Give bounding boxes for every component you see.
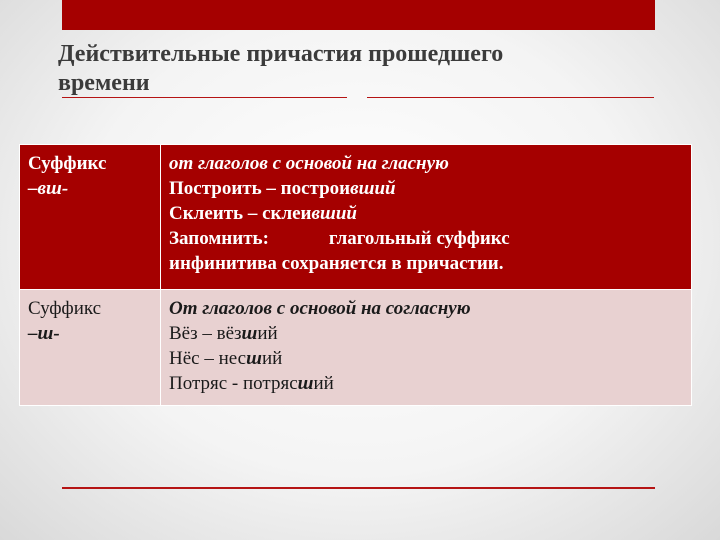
example-ending: ий [257, 323, 278, 344]
example-stem: Склеить – склеи [169, 203, 312, 224]
slide-title [58, 40, 658, 98]
note-label: Запомнить: [169, 228, 269, 249]
example-line [169, 346, 683, 371]
example-line [169, 321, 683, 346]
top-accent-bar [62, 0, 655, 30]
rule-heading: От глаголов с основой на согласную [169, 298, 471, 319]
suffix-cell [20, 145, 161, 290]
rule-cell [161, 145, 692, 290]
example-line [169, 371, 683, 396]
suffix-value: –вш- [28, 178, 69, 199]
rule-heading: от глаголов с основой на гласную [169, 153, 449, 174]
rule-cell [161, 290, 692, 406]
suffix-label: Суффикс [28, 298, 102, 319]
example-stem: Построить – построи [169, 178, 351, 199]
suffix-cell [20, 290, 161, 406]
example-ending: ий [261, 348, 283, 369]
example-line [169, 201, 683, 226]
example-suffix: ш [241, 323, 258, 344]
example-suffix: ш [297, 373, 314, 394]
note-line [169, 226, 683, 251]
bottom-rule [62, 487, 655, 489]
example-stem: Потряс - потряс [169, 373, 298, 394]
example-suffix: вший [311, 203, 357, 224]
participle-table [19, 144, 692, 406]
suffix-label: Суффикс [28, 153, 107, 174]
title-line-1: Действительные причастия прошедшего [58, 41, 504, 67]
title-underline-right [367, 97, 654, 98]
note-line-2: инфинитива сохраняется в причастии. [169, 253, 504, 274]
example-stem: Вёз – вёз [169, 323, 242, 344]
title-underline-left [62, 97, 347, 98]
table-row [20, 290, 692, 406]
example-suffix: вший [350, 178, 396, 199]
example-suffix: ш [246, 348, 262, 369]
example-line [169, 176, 683, 201]
table-row [20, 145, 692, 290]
suffix-value: –ш- [28, 323, 60, 344]
note-text: глагольный суффикс [328, 228, 510, 249]
title-line-2: времени [58, 70, 150, 96]
example-stem: Нёс – нес [169, 348, 247, 369]
example-ending: ий [313, 373, 334, 394]
